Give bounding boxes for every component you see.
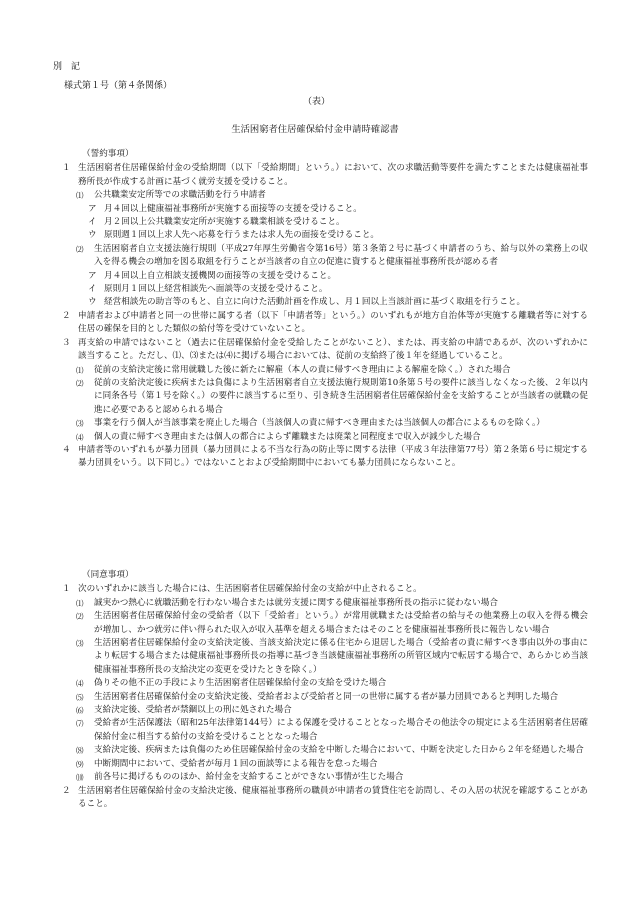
clause-text: 生活困窮者住居確保給付金の支給決定後、健康福祉事務所の職員が申請者の賃貸住宅を訪問し、その入居の状況を確認することがあること。: [78, 785, 588, 809]
clause-text: 公共職業安定所等での求職活動を行う申請者: [94, 190, 266, 201]
clause-text: 前各号に掲げるもののほか、給付金を支給することができない事情が生じた場合: [94, 772, 404, 783]
clause-item: [58, 283, 588, 296]
clause-number: ⑵: [76, 612, 84, 622]
clause-text: 支給決定後、受給者が禁錮以上の刑に処された場合: [94, 705, 292, 716]
clause-item: [58, 610, 588, 637]
clause-item: [58, 677, 588, 690]
clause-number: イ: [88, 284, 97, 295]
clause-number: ⑴: [76, 598, 84, 608]
clause-number: ２: [62, 785, 71, 796]
clause-item: [58, 717, 588, 744]
clause-number: ⑴: [76, 365, 84, 375]
clause-item: [58, 296, 588, 309]
clause-item: [58, 229, 588, 242]
clause-text: 従前の支給決定後に疾病または負傷により生活困窮者自立支援法施行規則第10条第５号の要件に該当しなくなった後、２年以内に同条各号（第１号を除く。）の要件に該当するに至り、引き続き生活困窮者住居確保給付金を支給することが当該者の就職の促進に必要であると認められる場合: [94, 377, 588, 415]
clause-number: イ: [88, 217, 97, 228]
clause-item: [58, 310, 588, 337]
clause-item: [58, 270, 588, 283]
clause-text: 次のいずれかに該当した場合には、生活困窮者住居確保給付金の支給が中止されること。: [78, 584, 422, 595]
clause-number: ウ: [88, 230, 97, 241]
clause-text: 月４回以上自立相談支援機関の面接等の支援を受けること。: [104, 270, 337, 281]
clause-text: 生活困窮者住居確保給付金の受給者（以下「受給者」という。）が常用就職または受給者の給与その他業務上の収入を得る機会が増加し、かつ就労に伴い得られた収入が収入基準を超える場合またはそのことを健康福祉事務所長に報告しない場合: [94, 611, 588, 635]
form-number: 様式第１号（第４条関係）: [64, 81, 173, 91]
clause-item: [58, 189, 588, 202]
clause-item: [58, 704, 588, 717]
clause-number: １: [62, 584, 71, 595]
clause-number: ⑵: [76, 378, 84, 388]
clause-item: [58, 691, 588, 704]
appendix-label: 別 記: [53, 62, 81, 72]
clause-item: [58, 583, 588, 596]
oath-items: [58, 162, 588, 470]
clause-number: ア: [88, 270, 97, 281]
clause-number: ⑽: [76, 773, 84, 783]
consent-section: [58, 569, 588, 811]
clause-number: １: [62, 163, 71, 174]
clause-text: 生活困窮者住居確保給付金の受給期間（以下「受給期間」という。）において、次の求職活動等要件を満たすことまたは健康福祉事務所長が作成する計画に基づく就労支援を受けること。: [78, 163, 588, 187]
clause-number: ⑷: [76, 679, 84, 689]
clause-item: [58, 203, 588, 216]
clause-number: ⑶: [76, 419, 84, 429]
clause-item: [58, 758, 588, 771]
clause-text: 原則週１回以上求人先へ応募を行うまたは求人先の面接を受けること。: [104, 230, 380, 241]
clause-item: [58, 771, 588, 784]
clause-text: 個人の責に帰すべき理由または個人の都合によらず離職または廃業と同程度まで収入が減少した場合: [94, 431, 481, 442]
clause-number: ウ: [88, 297, 97, 308]
clause-number: ⑶: [76, 639, 84, 649]
side-label: （表）: [303, 97, 331, 107]
clause-item: [58, 417, 588, 430]
clause-text: 原則月１回以上経営相談先へ面談等の支援を受けること。: [104, 284, 328, 295]
clause-number: ３: [62, 337, 71, 348]
clause-text: 月２回以上公共職業安定所が実施する職業相談を受けること。: [104, 217, 345, 228]
clause-item: [58, 337, 588, 364]
clause-text: 月４回以上健康福祉事務所が実施する面接等の支援を受けること。: [104, 203, 362, 214]
clause-item: [58, 637, 588, 677]
clause-number: ⑷: [76, 432, 84, 442]
clause-number: ⑹: [76, 706, 84, 716]
clause-text: 申請者および申請者と同一の世帯に属する者（以下「申請者等」という。）のいずれもが地方自治体等が実施する離職者等に対する住居の確保を目的とした類似の給付等を受けていないこと。: [78, 310, 588, 335]
clause-text: 生活困窮者住居確保給付金の支給決定後、受給者および受給者と同一の世帯に属する者が暴力団員であると判明した場合: [94, 691, 559, 702]
clause-item: [58, 162, 588, 189]
section-heading: （同意事項）: [82, 570, 134, 580]
consent-items: [58, 583, 588, 811]
clause-item: [58, 243, 588, 270]
clause-item: [58, 597, 588, 610]
clause-number: ２: [62, 310, 71, 321]
clause-text: 生活困窮者住居確保給付金の支給決定後、当該支給決定に係る住宅から退居した場合（受給者の責に帰すべき事由以外の事由により転居する場合または健康福祉事務所長の指導に基づき当該健康福祉事務所の所管区域内で転居する場合で、あらかじめ当該健康福祉事務所長の支給決定の変更を受けたときを除く。）: [94, 638, 588, 675]
clause-text: 中断期間中において、受給者が毎月１回の面談等による報告を怠った場合: [94, 758, 378, 769]
clause-text: 経営相談先の助言等のもと、自立に向けた活動計画を作成し、月１回以上当該計画に基づく取組を行うこと。: [104, 297, 526, 308]
clause-number: ア: [88, 203, 97, 214]
clause-number: ⑼: [76, 759, 84, 769]
clause-item: [58, 444, 588, 471]
clause-number: ４: [62, 444, 71, 455]
clause-item: [58, 364, 588, 377]
document-title: 生活困窮者住居確保給付金申請時確認書: [231, 124, 399, 135]
section-heading: （誓約事項）: [82, 149, 134, 159]
clause-text: 申請者等のいずれもが暴力団員（暴力団員による不当な行為の防止等に関する法律（平成３年法律第77号）第２条第６号に規定する暴力団員をいう。以下同じ。）ではないことおよび受給期間中においても暴力団員にならないこと。: [78, 444, 588, 469]
clause-text: 偽りその他不正の手段により生活困窮者住居確保給付金の支給を受けた場合: [94, 678, 387, 689]
clause-text: 受給者が生活保護法（昭和25年法律第144号）による保護を受けることとなった場合その他法令の規定による生活困窮者住居確保給付金に相当する給付の支給を受けることとなった場合: [94, 718, 588, 742]
clause-text: 再支給の申請ではないこと（過去に住居確保給付金を受給したことがないこと）、または、再支給の申請であるが、次のいずれかに該当すること。ただし、⑴、⑶または⑷に掲げる場合においては、従前の支給終了後１年を経過していること。: [78, 337, 588, 362]
oath-section: [58, 148, 588, 471]
clause-item: [58, 377, 588, 417]
clause-number: ⑸: [76, 692, 84, 702]
clause-number: ⑴: [76, 191, 84, 201]
clause-text: 従前の支給決定後に常用就職した後に新たに解雇（本人の責に帰すべき理由による解雇を除く。）された場合: [94, 364, 511, 375]
clause-number: ⑻: [76, 746, 84, 756]
clause-item: [58, 431, 588, 444]
clause-text: 誠実かつ熱心に就職活動を行わない場合または就労支援に関する健康福祉事務所長の指示に従わない場合: [94, 597, 498, 608]
clause-item: [58, 216, 588, 229]
clause-item: [58, 785, 588, 812]
clause-item: [58, 744, 588, 757]
clause-text: 事業を行う個人が当該事業を廃止した場合（当該個人の責に帰すべき理由または当該個人の都合によるものを除く。）: [94, 418, 545, 429]
clause-text: 支給決定後、疾病または負傷のため住居確保給付金の支給を中断した場合において、中断を決定した日から２年を経過した場合: [94, 745, 584, 756]
clause-number: ⑵: [76, 244, 84, 254]
clause-number: ⑺: [76, 719, 84, 729]
clause-text: 生活困窮者自立支援法施行規則（平成27年厚生労働省令第16号）第３条第２号に基づく申請者のうち、給与以外の業務上の収入を得る機会の増加を図る取組を行うことが当該者の自立の促進に資すると健康福祉事務所長が認める者: [94, 243, 588, 268]
